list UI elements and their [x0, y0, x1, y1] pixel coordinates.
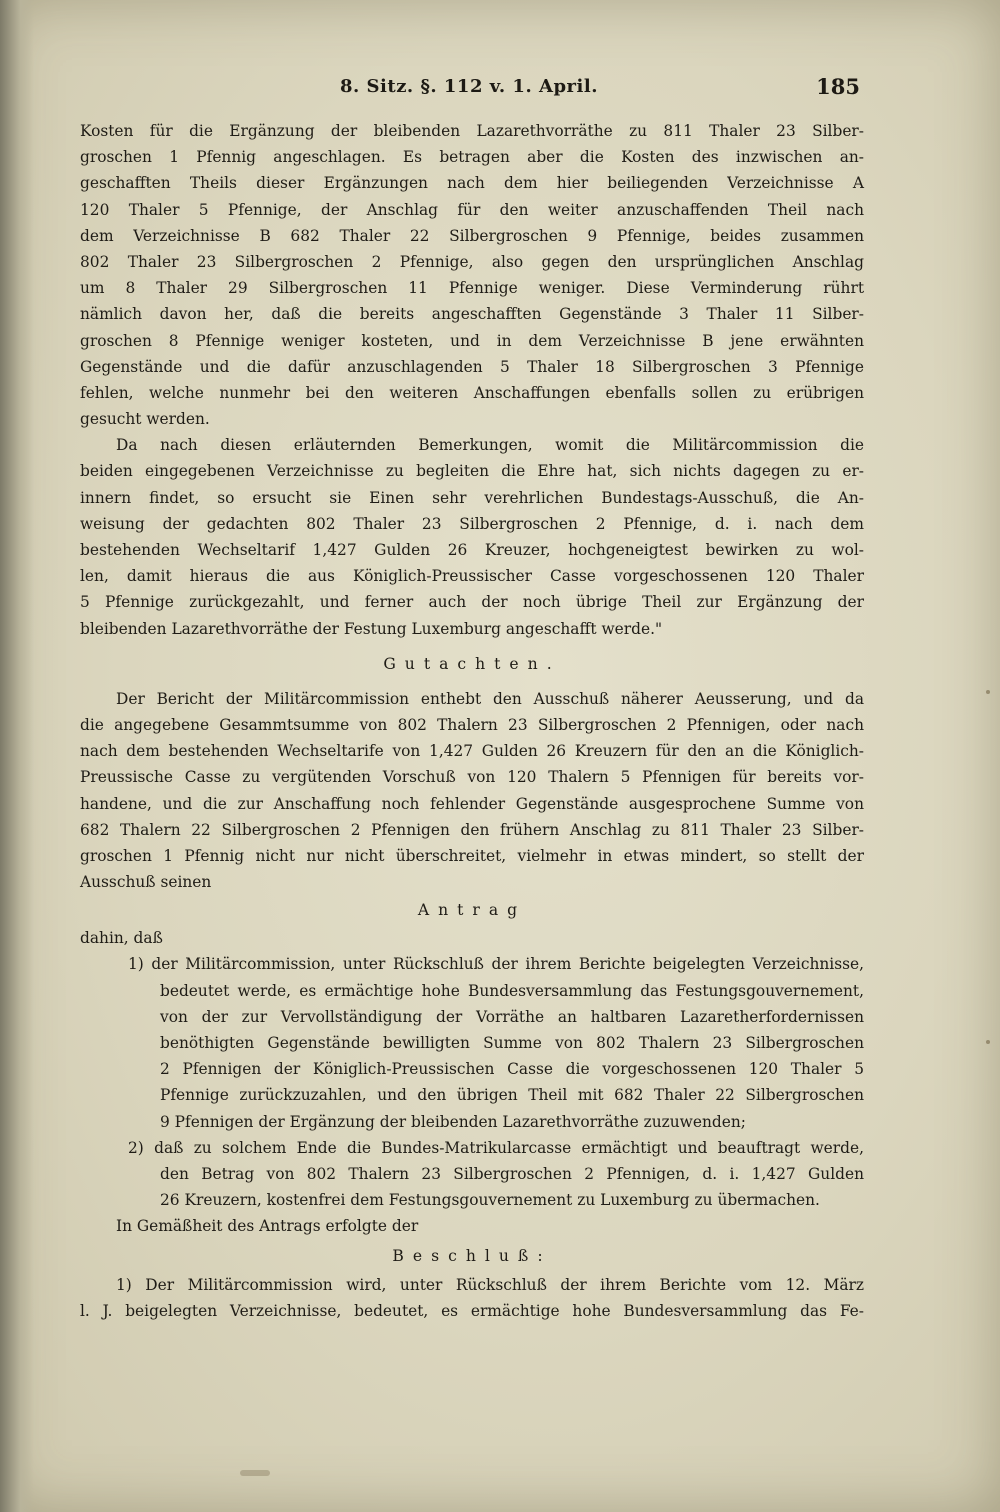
text-line: gesucht werden. [80, 410, 210, 429]
text-line: Gegenstände und die dafür anzuschlagenden 5 Thaler 18 Silbergroschen 3 Pfennige [80, 357, 864, 376]
text-line: Kosten für die Ergänzung der bleibenden Lazarethvorräthe zu 811 Thaler 23 Silber- [80, 122, 864, 140]
text-line: Da nach diesen erläuternden Bemerkungen, womit die Militärcommission die [116, 436, 864, 455]
text-line: 9 Pfennigen der Ergänzung der bleibenden Lazarethvorräthe zuzuwenden; [160, 1112, 746, 1131]
paper-stain [240, 1470, 270, 1476]
text-line: 1) Der Militärcommission wird, unter Rückschluß der ihrem Berichte vom 12. März [116, 1275, 864, 1294]
text-line: nach dem bestehenden Wechseltarife von 1,427 Gulden 26 Kreuzern für den an die Königlich- [80, 742, 864, 761]
text-line: groschen 8 Pfennige weniger kosteten, und in dem Verzeichnisse B jene erwähnten [80, 331, 864, 350]
antrag-intro: dahin, daß [80, 929, 163, 948]
text-line: die angegebene Gesammtsumme von 802 Thalern 23 Silbergroschen 2 Pfennigen, oder nach [80, 715, 864, 734]
text-line: l. J. beigelegten Verzeichnisse, bedeutet, es ermächtige hohe Bundesversammlung das Fe- [80, 1301, 864, 1320]
paragraph-1 [80, 118, 864, 432]
antrag-item-1 [80, 951, 864, 1134]
text-line: 682 Thalern 22 Silbergroschen 2 Pfennigen den frühern Anschlag zu 811 Thaler 23 Silber- [80, 820, 864, 839]
text-line: geschafften Theils dieser Ergänzungen nach dem hier beiliegenden Verzeichnisse A [80, 174, 864, 193]
text-line: bestehenden Wechseltarif 1,427 Gulden 26 Kreuzer, hochgeneigtest bewirken zu wol- [80, 541, 864, 559]
gemaessheit-line: In Gemäßheit des Antrags erfolgte der [116, 1217, 419, 1236]
page-edge-shadow [0, 0, 34, 1512]
heading-antrag: Antrag [417, 901, 527, 920]
text-line: benöthigten Gegenstände bewilligten Summe von 802 Thalern 23 Silbergroschen [160, 1034, 864, 1052]
text-line: 2) daß zu solchem Ende die Bundes-Matrikularcasse ermächtigt und beauftragt werde, [128, 1138, 864, 1157]
text-line: 2 Pfennigen der Königlich-Preussischen Casse die vorgeschossenen 120 Thaler 5 [160, 1060, 864, 1079]
text-line: beiden eingegebenen Verzeichnisse zu begleiten die Ehre hat, sich nichts dagegen zu er- [80, 462, 864, 481]
text-line: Der Bericht der Militärcommission enthebt den Ausschuß näherer Aeusserung, und da [116, 689, 864, 708]
paper-speck [986, 690, 990, 694]
paragraph-2 [80, 432, 864, 642]
text-line: 1) der Militärcommission, unter Rückschluß der ihrem Berichte beigelegten Verzeichnisse, [128, 955, 864, 974]
text-line: von der zur Vervollständigung der Vorräthe an haltbaren Lazaretherfordernissen [160, 1007, 864, 1026]
antrag-item-2 [80, 1135, 864, 1214]
text-line: Preussische Casse zu vergütenden Vorschuß von 120 Thalern 5 Pfennigen für bereits vor- [80, 768, 864, 787]
text-line: handene, und die zur Anschaffung noch fehlender Gegenstände ausgesprochene Summe von [80, 794, 864, 813]
text-line: groschen 1 Pfennig nicht nur nicht überschreitet, vielmehr in etwas mindert, so stellt der [80, 846, 864, 865]
text-line: weisung der gedachten 802 Thaler 23 Silbergroschen 2 Pfennige, d. i. nach dem [80, 514, 864, 533]
text-line: 802 Thaler 23 Silbergroschen 2 Pfennige, also gegen den ursprünglichen Anschlag [80, 252, 864, 271]
heading-gutachten: Gutachten. [383, 654, 561, 673]
text-line: 26 Kreuzern, kostenfrei dem Festungsgouvernement zu Luxemburg zu übermachen. [160, 1191, 820, 1210]
text-line: den Betrag von 802 Thalern 23 Silbergroschen 2 Pfennigen, d. i. 1,427 Gulden [160, 1164, 864, 1183]
text-line: Pfennige zurückzuzahlen, und den übrigen Theil mit 682 Thaler 22 Silbergroschen [160, 1086, 864, 1105]
text-line: um 8 Thaler 29 Silbergroschen 11 Pfennige weniger. Diese Verminderung rührt [80, 279, 864, 298]
text-line: bedeutet werde, es ermächtige hohe Bundesversammlung das Festungsgouvernement, [160, 981, 864, 1000]
text-line: 120 Thaler 5 Pfennige, der Anschlag für den weiter anzuschaffenden Theil nach [80, 200, 864, 219]
text-line: Ausschuß seinen [80, 873, 212, 892]
text-line: 5 Pfennige zurückgezahlt, und ferner auch der noch übrige Theil zur Ergänzung der [80, 593, 864, 612]
paragraph-3 [80, 686, 864, 896]
running-head [90, 68, 860, 102]
beschluss [80, 1272, 864, 1324]
text-line: dem Verzeichnisse B 682 Thaler 22 Silbergroschen 9 Pfennige, beides zusammen [80, 226, 864, 245]
text-line: fehlen, welche nunmehr bei den weiteren Anschaffungen ebenfalls sollen zu erübrigen [80, 383, 864, 402]
text-line: innern findet, so ersucht sie Einen sehr verehrlichen Bundestags-Ausschuß, die An- [80, 488, 864, 507]
paper-speck [986, 1040, 990, 1044]
running-head-title: 8. Sitz. §. 112 v. 1. April. [340, 76, 598, 97]
heading-beschluss: Beschluß: [392, 1246, 552, 1265]
text-line: len, damit hieraus die aus Königlich-Preussischer Casse vorgeschossenen 120 Thaler [80, 567, 864, 586]
text-line: nämlich davon her, daß die bereits angeschafften Gegenstände 3 Thaler 11 Silber- [80, 305, 864, 324]
body-text [80, 118, 864, 1324]
text-line: bleibenden Lazarethvorräthe der Festung Luxemburg angeschafft werde." [80, 619, 663, 638]
text-line: groschen 1 Pfennig angeschlagen. Es betragen aber die Kosten des inzwischen an- [80, 148, 864, 167]
page-number: 185 [816, 74, 860, 99]
